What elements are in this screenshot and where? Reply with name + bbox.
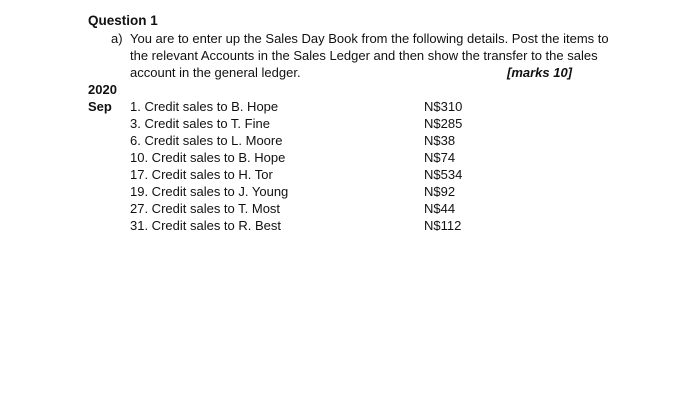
sale-row (130, 201, 490, 218)
year-label: 2020 (88, 82, 117, 97)
sale-amount: N$112 (424, 218, 462, 233)
month-label: Sep (88, 99, 112, 114)
question-title: Question 1 (88, 13, 158, 28)
instruction-line-2: the relevant Accounts in the Sales Ledger and then show the transfer to the sales (130, 48, 598, 63)
sale-row (130, 133, 490, 150)
sale-amount: N$285 (424, 116, 463, 131)
instruction-line-3: account in the general ledger. (130, 65, 301, 80)
part-label: a) (111, 31, 123, 46)
marks-label: [marks 10] (507, 65, 573, 80)
sale-description: 6. Credit sales to L. Moore (130, 133, 283, 148)
sale-description: 3. Credit sales to T. Fine (130, 116, 270, 131)
sale-row (130, 184, 490, 201)
sale-amount: N$534 (424, 167, 463, 182)
sale-amount: N$92 (424, 184, 456, 199)
sale-row (130, 150, 490, 167)
instruction-line-1: You are to enter up the Sales Day Book from the following details. Post the items to (130, 31, 609, 46)
sales-list (130, 99, 490, 235)
sale-amount: N$310 (424, 99, 463, 114)
sale-description: 27. Credit sales to T. Most (130, 201, 281, 216)
sale-amount: N$74 (424, 150, 456, 165)
sale-description: 1. Credit sales to B. Hope (130, 99, 279, 114)
sale-description: 31. Credit sales to R. Best (130, 218, 282, 233)
sale-description: 17. Credit sales to H. Tor (130, 167, 273, 182)
sale-row (130, 99, 490, 116)
sale-amount: N$38 (424, 133, 456, 148)
sale-description: 10. Credit sales to B. Hope (130, 150, 286, 165)
sale-description: 19. Credit sales to J. Young (130, 184, 289, 199)
sale-row (130, 167, 490, 184)
sale-amount: N$44 (424, 201, 456, 216)
sale-row (130, 218, 490, 235)
sale-row (130, 116, 490, 133)
